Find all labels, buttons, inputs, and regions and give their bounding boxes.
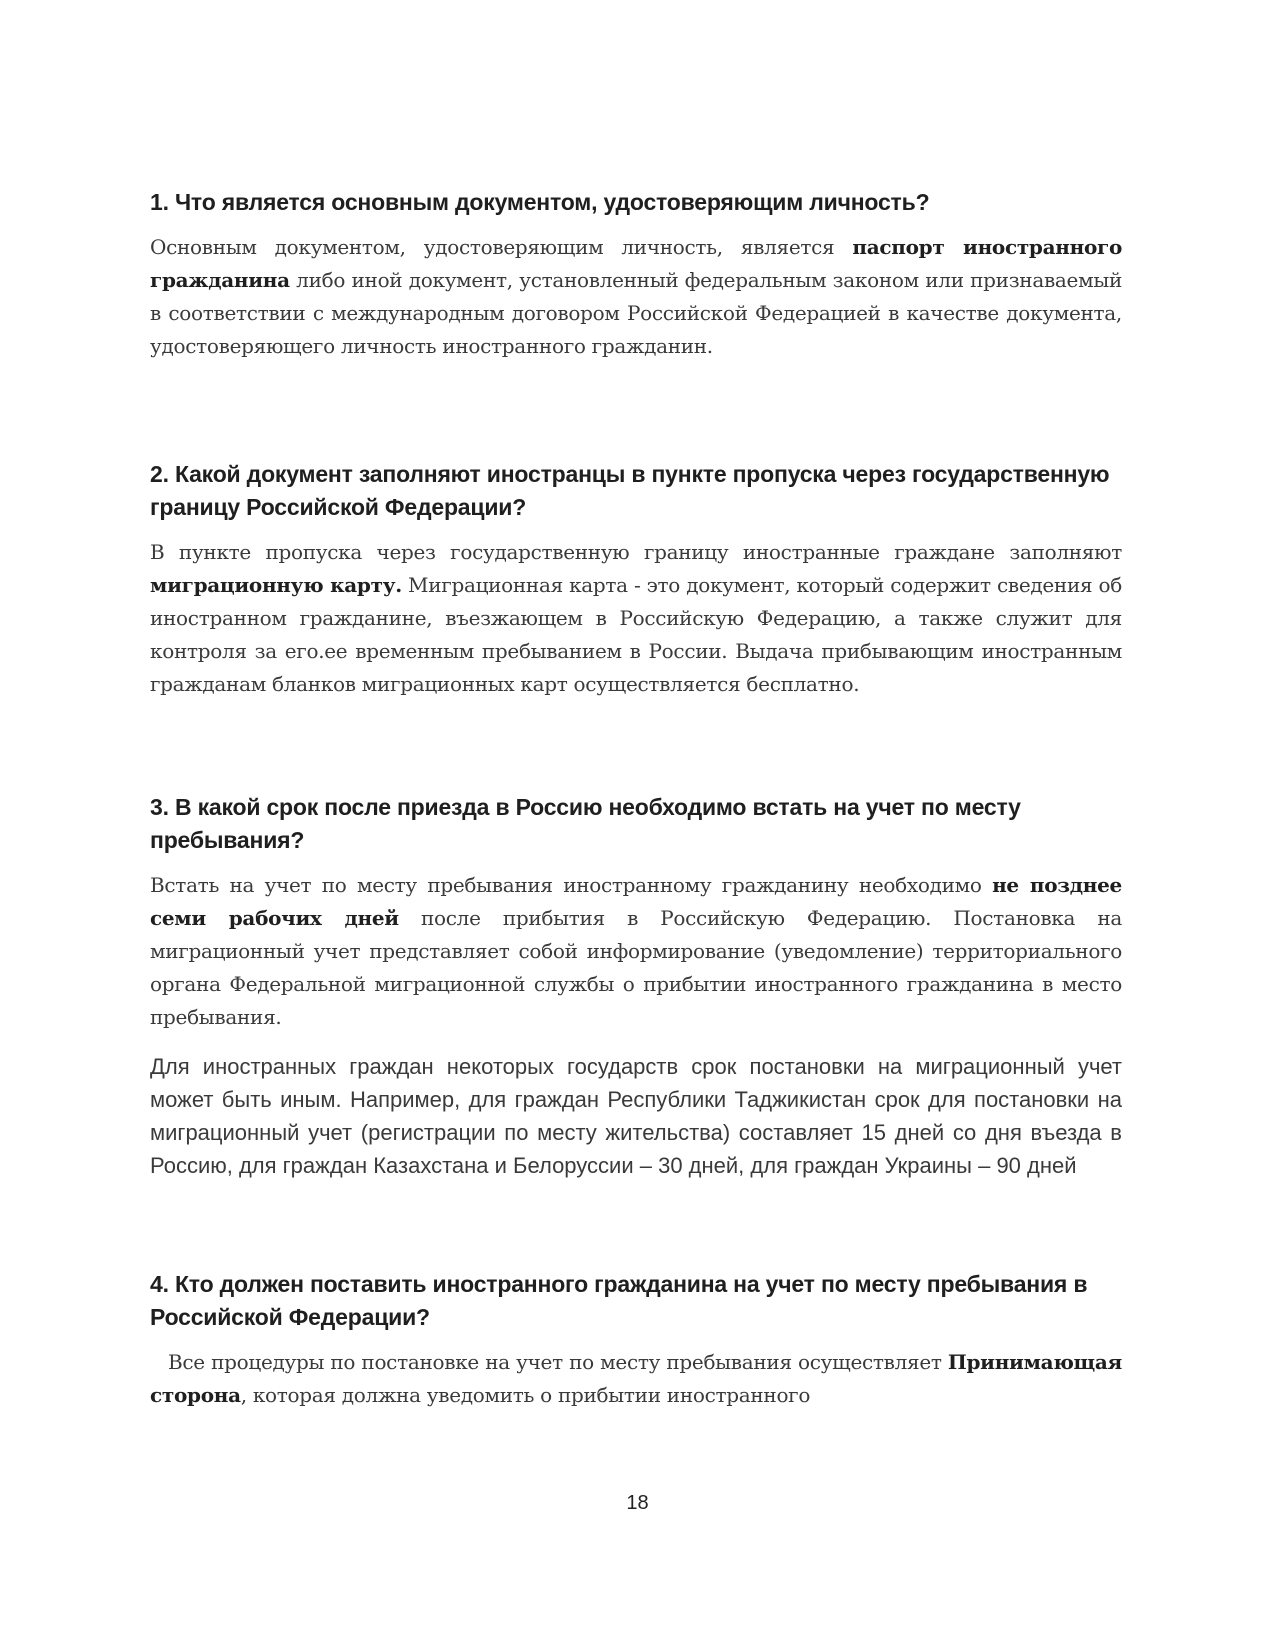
answer-3-text-end: после прибытия в Российскую Федерацию. Постановка на миграционный учет представляет собой информирование (уведомление) территориального органа Федеральной миграционной службы о прибытии иностранного гражданина в место пребывания. <box>150 906 1122 1029</box>
answer-1-paragraph <box>150 231 1122 363</box>
answer-3-bold-term: не позднее семи рабочих дней <box>150 873 1122 930</box>
answer-3-paragraph-1 <box>150 869 1122 1034</box>
question-2-heading: 2. Какой документ заполняют иностранцы в пункте пропуска через государственную границу Российской Федерации? <box>150 461 1110 520</box>
answer-4-paragraph <box>150 1346 1122 1412</box>
section-1 <box>150 186 1122 363</box>
answer-4-text-start: Все процедуры по постановке на учет по месту пребывания осуществляет <box>168 1350 948 1374</box>
answer-4-bold-term: Принимающая сторона <box>150 1350 1122 1407</box>
page-number: 18 <box>626 1492 649 1514</box>
answer-3-text-start: Встать на учет по месту пребывания иностранному гражданину необходимо <box>150 873 993 897</box>
question-1-heading: 1. Что является основным документом, удостоверяющим личность? <box>150 189 930 215</box>
section-2 <box>150 458 1122 701</box>
answer-3-paragraph-2 <box>150 1050 1122 1182</box>
answer-2-bold-term: миграционную карту. <box>150 573 402 597</box>
answer-2-text-start: В пункте пропуска через государственную границу иностранные граждане заполняют <box>150 540 1122 564</box>
answer-4-text-end: , которая должна уведомить о прибытии иностранного <box>240 1383 811 1407</box>
answer-2-paragraph <box>150 536 1122 701</box>
section-3 <box>150 791 1122 1182</box>
answer-1-text-end: либо иной документ, установленный федеральным законом или признаваемый в соответствии с международным договором Российской Федерацией в качестве документа, удостоверяющего личность иностранного гражданин. <box>150 268 1122 358</box>
answer-3-paragraph-2-text: Для иностранных граждан некоторых государств срок постановки на миграционный учет может быть иным. Например, для граждан Республики Таджикистан срок для постановки на миграционный учет (регистрации по месту жительства) составляет 15 дней со дня въезда в Россию, для граждан Казахстана и Белоруссии – 30 дней, для граждан Украины – 90 дней <box>150 1054 1122 1178</box>
answer-1-text-start: Основным документом, удостоверяющим личность, является <box>150 235 853 259</box>
answer-1-bold-term: паспорт иностранного гражданина <box>150 235 1122 292</box>
section-4 <box>150 1268 1122 1412</box>
answer-2-text-end: Миграционная карта - это документ, который содержит сведения об иностранном гражданине, въезжающем в Российскую Федерацию, а также служит для контроля за его.ее временным пребыванием в России. Выдача прибывающим иностранным гражданам бланков миграционных карт осуществляется бесплатно. <box>150 573 1122 696</box>
question-4-heading: 4. Кто должен поставить иностранного гражданина на учет по месту пребывания в Российской Федерации? <box>150 1271 1088 1330</box>
question-3-heading: 3. В какой срок после приезда в Россию необходимо встать на учет по месту пребывания? <box>150 794 1021 853</box>
